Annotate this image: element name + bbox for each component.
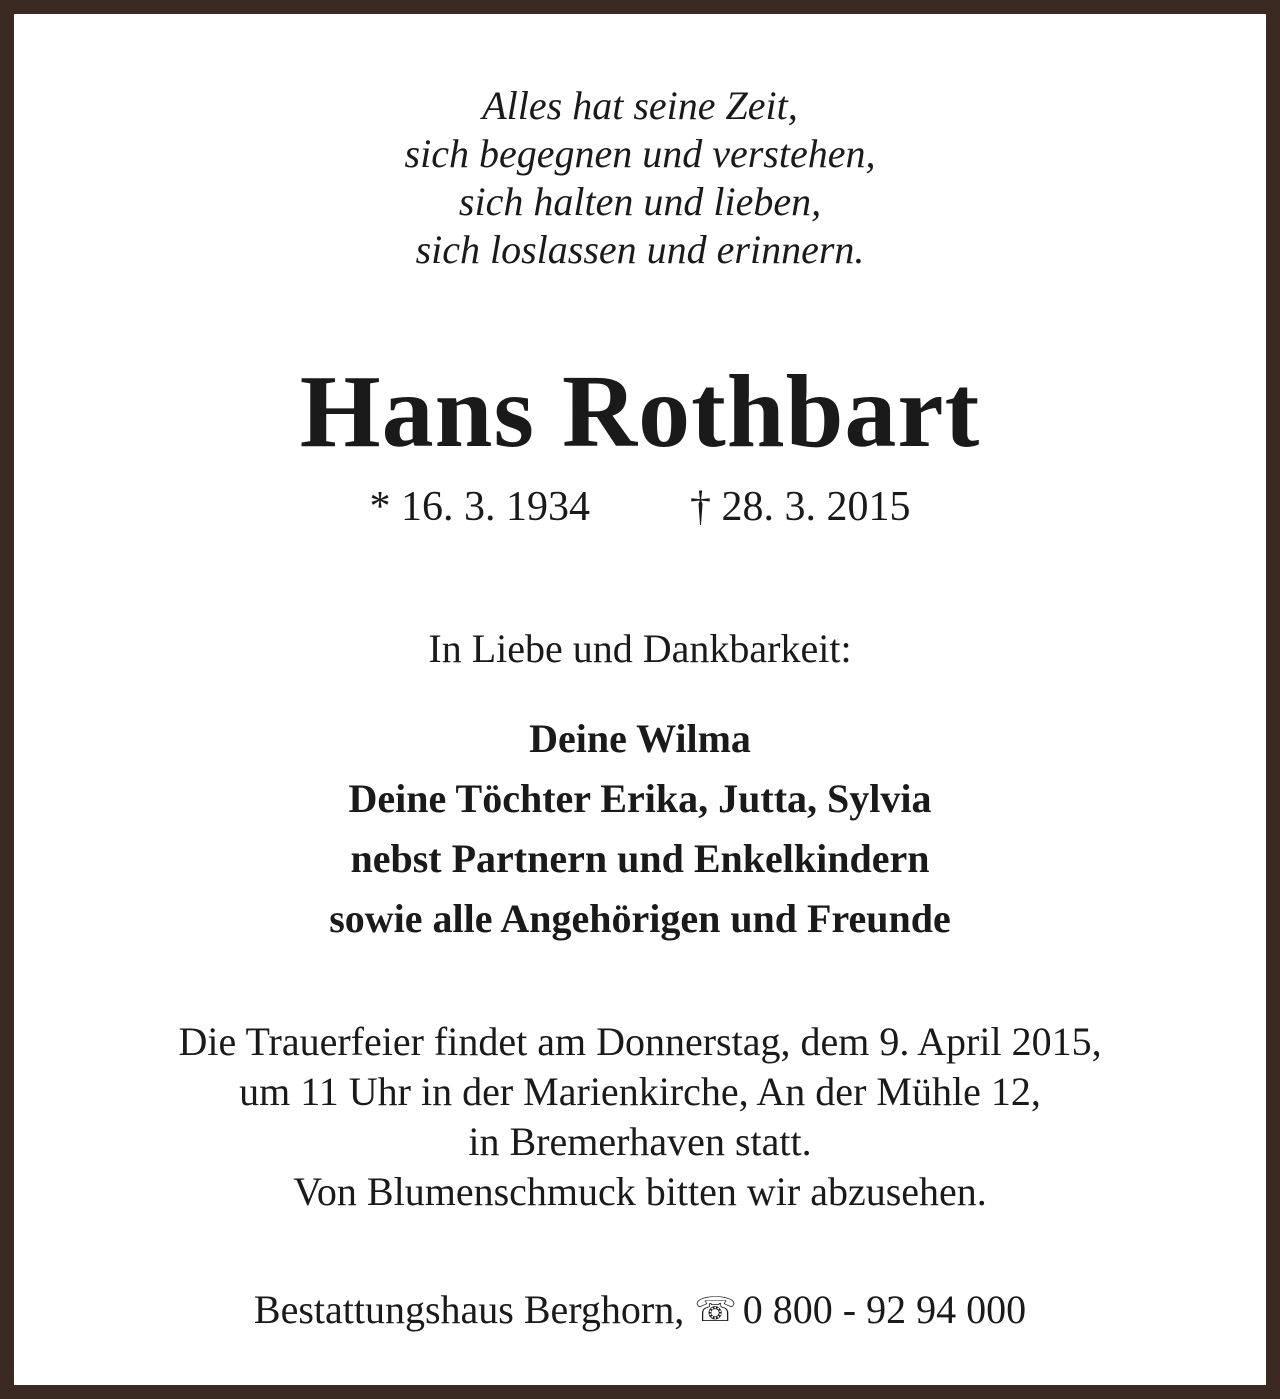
quote-line-4: sich loslassen und erinnern.	[415, 227, 865, 272]
service-line-4: Von Blumenschmuck bitten wir abzusehen.	[293, 1169, 987, 1214]
death-date: † 28. 3. 2015	[690, 484, 911, 530]
obituary-card	[14, 14, 1266, 1385]
service-line-1: Die Trauerfeier findet am Donnerstag, dem 9. April 2015,	[178, 1019, 1102, 1064]
service-line-2: um 11 Uhr in der Marienkirche, An der Mühle 12,	[239, 1069, 1041, 1114]
family-line-4: sowie alle Angehörigen und Freunde	[329, 896, 951, 941]
telephone-icon: ☏	[694, 1290, 737, 1330]
service-line-3: in Bremerhaven statt.	[468, 1119, 812, 1164]
funeral-home-name: Bestattungshaus Berghorn,	[253, 1287, 685, 1332]
birth-date: * 16. 3. 1934	[369, 484, 590, 530]
life-dates	[14, 482, 1266, 532]
family-line-3: nebst Partnern und Enkelkindern	[350, 836, 930, 881]
quote-line-3: sich halten und lieben,	[458, 179, 822, 224]
dedication: In Liebe und Dankbarkeit:	[428, 626, 852, 671]
quote-line-1: Alles hat seine Zeit,	[482, 83, 798, 128]
family-line-2: Deine Töchter Erika, Jutta, Sylvia	[348, 776, 932, 821]
deceased-name: Hans Rothbart	[299, 354, 981, 469]
funeral-home-phone: 0 800 - 92 94 000	[742, 1287, 1027, 1332]
funeral-home-contact	[14, 1285, 1266, 1335]
quote-line-2: sich begegnen und verstehen,	[404, 131, 876, 176]
family-line-1: Deine Wilma	[529, 716, 751, 761]
